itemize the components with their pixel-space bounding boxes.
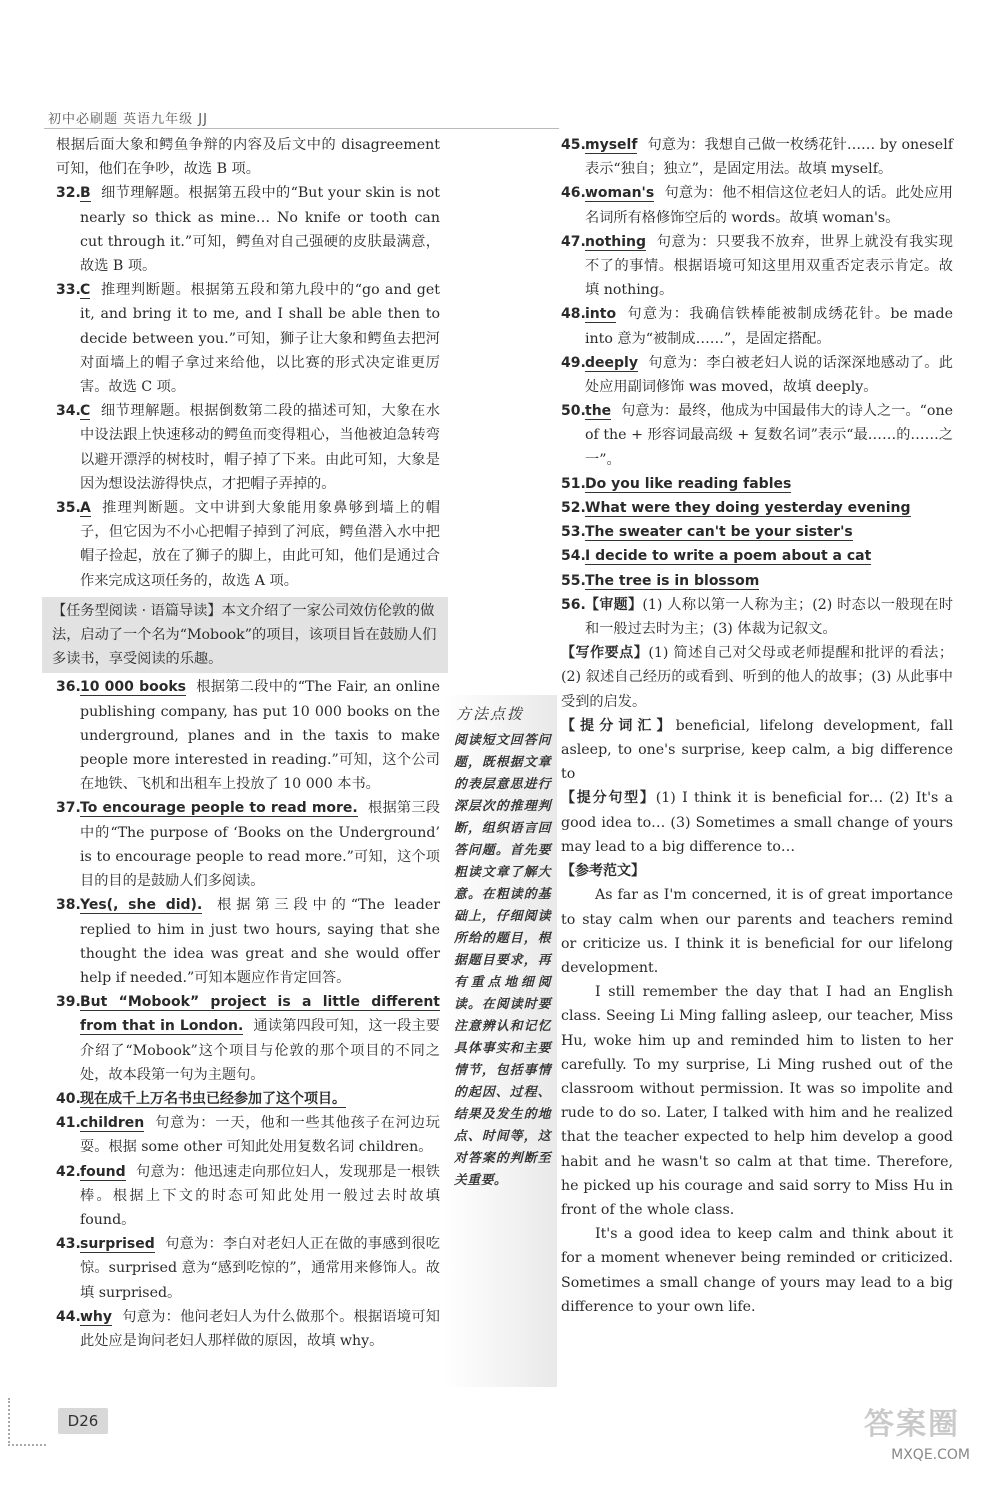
item-answer: B [80, 185, 91, 202]
review-text: (1) 人称以第一人称为主；(2) 时态以一般现在时和一般过去时为主；(3) 体裁为记叙文。 [585, 596, 954, 638]
item-answer: woman's [585, 185, 655, 202]
item-number: 45. [561, 137, 586, 153]
answer-item-35 [56, 496, 440, 593]
answer-item-40 [56, 1087, 440, 1111]
item-explanation: 句意为：我确信铁棒能被制成绣花针。be made into 意为“被制成……”，是固定搭配。 [585, 306, 953, 347]
item-answer: deeply [585, 354, 638, 371]
item-explanation: 细节理解题。根据倒数第二段的描述可知，大象在水中设法跟上快速移动的鳄鱼而变得粗心，当他被迫急转弯以避开漂浮的树枝时，帽子掉了下来。由此可知，大象是因为想设法游得快点，才把帽子弄掉的。 [80, 403, 440, 492]
essay-paragraph: I still remember the day that I had an English class. Seeing Li Ming falling asleep, our teacher, Miss Hu, woke him up and reminded him to listen to her carefully. To my surprise, Li Ming rushed out of the classroom without permission. It was so impolite and rude to do so. Later, I talked with him and he realized that the teacher expected to help him develop a good habit and he wasn't so calm at that time. Therefore, he picked up his courage and said sorry to Miss Hu in front of the whole class. [561, 984, 953, 1218]
item-number: 41. [56, 1115, 81, 1132]
answer-item-37 [56, 796, 440, 893]
item-answer: C [80, 282, 91, 299]
item-answer: found [80, 1163, 126, 1180]
item-explanation: 根据第三段中的“The purpose of ‘Books on the Underground’ is to encourage people to read more.”可知，这个项目的目的是鼓励人们多阅读。 [80, 800, 440, 890]
review-tag: 【审题】 [585, 596, 643, 613]
answer-item-33 [56, 278, 440, 399]
corner-decoration [8, 1398, 46, 1446]
answer-item-43 [56, 1232, 440, 1305]
item-explanation: 句意为：李白对老妇人正在做的事感到很吃惊。surprised 意为“感到吃惊的”，通常用来修饰人。故填 surprised。 [80, 1236, 440, 1301]
item-explanation: 句意为：他问老妇人为什么做那个。根据语境可知此处应是询问老妇人那样做的原因，故填 why。 [80, 1308, 440, 1349]
answer-item-36 [56, 675, 440, 796]
vocabulary-tag: 【提分词汇】 [561, 717, 676, 734]
item-answer: I decide to write a poem about a cat [585, 548, 872, 565]
answer-item-55 [561, 569, 953, 593]
item-answer: why [80, 1308, 113, 1325]
answer-item-38 [56, 893, 440, 990]
item-explanation: 根据第二段中的“The Fair, an online publishing company, has put 10 000 books on the underground, planes and in the taxis to make people more interested in reading.”可知，这个公司在地铁、飞机和出租车上投放了 10 000 本书。 [80, 679, 440, 793]
item-explanation: 通读第四段可知，这一段主要介绍了“Mobook”这个项目与伦敦的那个项目的不同之处，故本段第一句为主题句。 [80, 1018, 440, 1083]
item-number: 40. [56, 1090, 81, 1107]
item-number: 51. [561, 475, 586, 492]
answer-item-45 [561, 133, 953, 181]
item-answer: What were they doing yesterday evening [585, 500, 911, 517]
right-column [561, 133, 953, 1319]
essay-paragraph: It's a good idea to keep calm and think about it for a moment whenever being reminded or criticized. Sometimes a small change of yours may lead to a big difference to your own life. [561, 1226, 953, 1315]
header-rule [44, 128, 559, 129]
passage-guide-box: 【任务型阅读 · 语篇导读】本文介绍了一家公司效仿伦敦的做法，启动了一个名为“Mobook”的项目，该项目旨在鼓励人们多读书，享受阅读的乐趣。 [42, 597, 448, 674]
answer-item-54 [561, 544, 953, 568]
item-answer: A [80, 500, 91, 517]
item-answer: into [585, 306, 617, 323]
item-explanation: 句意为：我想自己做一枚绣花针…… by oneself 表示“独自；独立”，是固定用法。故填 myself。 [585, 137, 953, 178]
item-answer: Yes(, she did). [80, 897, 203, 914]
item-number: 48. [561, 306, 586, 323]
sentences-tag: 【提分句型】 [561, 790, 656, 807]
item-explanation: 句意为：李白被老妇人说的话深深地感动了。此处应用副词修饰 was moved，故填 deeply。 [585, 354, 953, 396]
item-answer: children [80, 1115, 145, 1132]
page-number: D26 [58, 1408, 108, 1434]
key-vocabulary [561, 714, 953, 787]
watermark-logo: 答案圈 [864, 1407, 960, 1442]
item-number: 33. [56, 282, 81, 299]
answer-item-53 [561, 520, 953, 544]
writing-points-tag: 【写作要点】 [561, 645, 649, 662]
item-answer: The sweater can't be your sister's [585, 524, 853, 541]
essay-paragraph: As far as I'm concerned, it is of great importance to stay calm when our parents and teachers remind or criticize us. I think it is beneficial for our lifelong development. [561, 887, 953, 976]
sample-essay-heading [561, 859, 953, 883]
item-answer: Do you like reading fables [585, 475, 792, 492]
answer-item-49 [561, 351, 953, 399]
left-column [52, 133, 440, 1353]
answer-item-44 [56, 1305, 440, 1353]
answer-item-47 [561, 230, 953, 303]
answer-item-41 [56, 1111, 440, 1159]
item-explanation: 句意为：他迅速走向那位妇人，发现那是一根铁棒。根据上下文的时态可知此处用一般过去时故填 found。 [80, 1163, 440, 1228]
item-explanation: 推理判断题。文中讲到大象能用象鼻够到墙上的帽子，但它因为不小心把帽子掉到了河底，鳄鱼潜入水中把帽子捡起，放在了狮子的脚上，由此可知，他们是通过合作来完成这项任务的，故选 A 项。 [80, 500, 440, 589]
item-answer: 10 000 books [80, 679, 186, 696]
item-number: 32. [56, 185, 81, 202]
watermark-text: MXQE.COM [891, 1447, 970, 1463]
answer-item-42 [56, 1160, 440, 1233]
item-explanation: 句意为：一天，他和一些其他孩子在河边玩耍。根据 some other 可知此处用复数名词 children。 [80, 1115, 440, 1156]
item-number: 56. [561, 596, 586, 613]
key-sentences [561, 786, 953, 859]
item-answer: the [585, 403, 612, 420]
item-number: 43. [56, 1236, 81, 1253]
item-answer: 现在成千上万名书虫已经参加了这个项目。 [80, 1090, 346, 1107]
answer-item-51 [561, 472, 953, 496]
answer-item-52 [561, 496, 953, 520]
writing-points [561, 641, 953, 714]
writing-points-text: (1) 简述自己对父母或老师提醒和批评的看法；(2) 叙述自己经历的或看到、听到的他人的故事；(3) 从此事中受到的启发。 [561, 645, 954, 710]
item-number: 42. [56, 1163, 81, 1180]
item-answer: C [80, 403, 91, 420]
item-number: 49. [561, 354, 586, 371]
method-tip-sidebar [444, 695, 557, 1387]
item-number: 38. [56, 897, 81, 914]
item-number: 54. [561, 548, 586, 565]
answer-item-50 [561, 399, 953, 472]
item-explanation: 根据第三段中的“The leader replied to him in just two hours, saying that she thought the idea was great and she would offer help if needed.”可知本题应作肯定回答。 [80, 897, 440, 986]
item-explanation: 句意为：最终，他成为中国最伟大的诗人之一。“one of the + 形容词最高级 + 复数名词”表示“最……的……之一”。 [585, 403, 953, 468]
answer-item-48 [561, 302, 953, 350]
item-number: 50. [561, 403, 586, 420]
item-number: 36. [56, 679, 81, 696]
item-answer: But “Mobook” project is a little different from that in London. [80, 994, 440, 1035]
answer-item-39 [56, 990, 440, 1087]
answer-item-46 [561, 181, 953, 229]
item-number: 37. [56, 800, 81, 817]
item-answer: surprised [80, 1236, 155, 1253]
item-number: 34. [56, 403, 81, 420]
item-answer: myself [585, 137, 638, 153]
intro-paragraph: 根据后面大象和鳄鱼争辩的内容及后文中的 disagreement 可知，他们在争吵，故选 B 项。 [56, 137, 440, 178]
answer-item-56 [561, 593, 953, 641]
item-explanation: 细节理解题。根据第五段中的“But your skin is not nearly so thick as mine… No knife or tooth can cut through it.”可知，鳄鱼对自己强硬的皮肤最满意，故选 B 项。 [80, 185, 440, 275]
item-number: 35. [56, 500, 81, 517]
item-number: 44. [56, 1308, 81, 1325]
item-number: 39. [56, 994, 81, 1011]
item-explanation: 句意为：只要我不放弃，世界上就没有我实现不了的事情。根据语境可知这里用双重否定表示肯定。故填 nothing。 [585, 233, 953, 299]
item-explanation: 句意为：他不相信这位老妇人的话。此处应用名词所有格修饰空后的 words。故填 woman's。 [585, 185, 953, 226]
item-explanation: 推理判断题。根据第五段和第九段中的“go and get it, and bring it to me, and I shall be able then to decide between you.”可知，狮子让大象和鳄鱼去把河对面墙上的帽子拿过来给他，以比赛的形式决定谁更厉害。故选 C 项。 [80, 282, 440, 396]
running-header: 初中必刷题 英语九年级 JJ [48, 112, 208, 127]
sentences-text: (1) I think it is beneficial for… (2) It's a good idea to… (3) Sometimes a small change of yours may lead to a big difference to… [561, 790, 954, 855]
tip-text: 阅读短文回答问题，既根据文章的表层意思进行深层次的推理判断，组织语言回答问题。首先要粗读文章了解大意。在粗读的基础上，仔细阅读所给的题目，根据题目要求，再有重点地细阅读。在阅读时要注意辨认和记忆具体事实和主要情节，包括事情的起因、过程、结果及发生的地点、时间等，这对答案的判断至关重要。 [454, 733, 551, 1188]
item-answer: The tree is in blossom [585, 572, 760, 589]
vocabulary-text: beneficial, lifelong development, fall asleep, to one's surprise, keep calm, a big difference to [561, 717, 954, 783]
item-number: 55. [561, 572, 586, 589]
item-number: 46. [561, 185, 586, 202]
sample-essay-tag: 【参考范文】 [561, 863, 645, 880]
item-answer: To encourage people to read more. [80, 800, 358, 817]
item-number: 52. [561, 500, 586, 517]
tip-title: 方法点拨 [456, 705, 525, 723]
item-number: 47. [561, 233, 586, 250]
item-answer: nothing [585, 233, 647, 250]
item-number: 53. [561, 524, 586, 541]
answer-item-34 [56, 399, 440, 496]
answer-item-32 [56, 181, 440, 278]
